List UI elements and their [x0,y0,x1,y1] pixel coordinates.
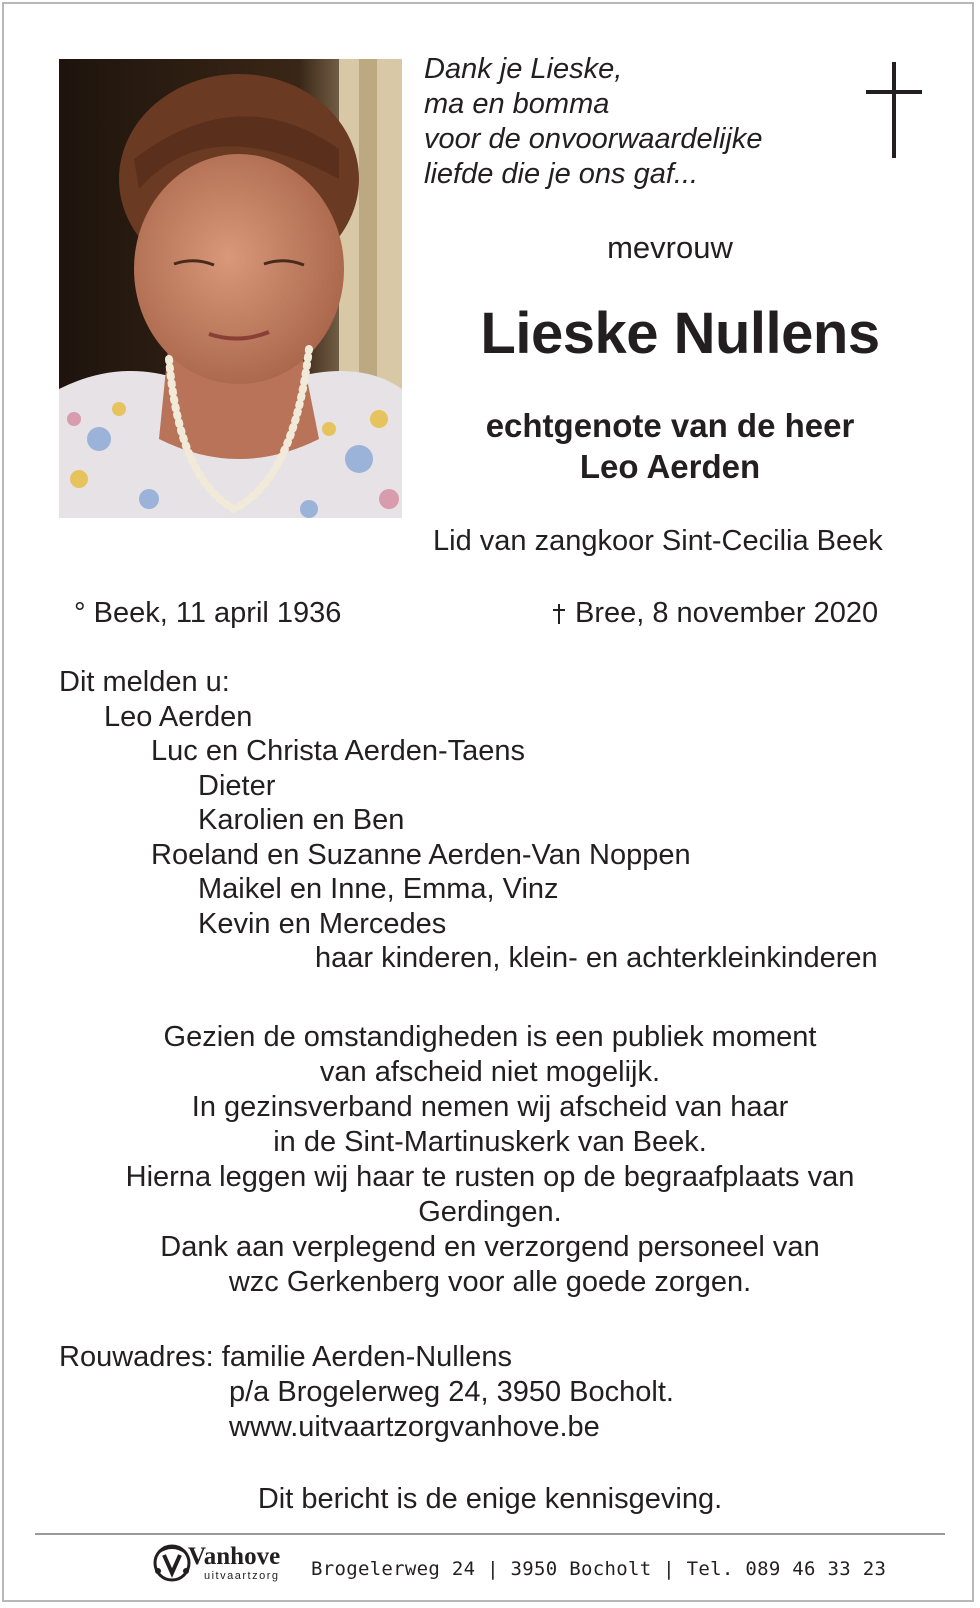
notice-text: Dit bericht is de enige kennisgeving. [257,1483,723,1515]
death-text: Bree, 8 november 2020 [575,597,879,629]
body-line: Hierna leggen wij haar te rusten op de begraafplaats van [125,1161,855,1193]
logo-name: Vanhove [188,1543,281,1570]
spouse-line: echtgenote van de heer [485,407,855,444]
poem-line: Dank je Lieske, [424,53,623,85]
body-line: in de Sint-Martinuskerk van Beek. [273,1126,707,1158]
mourning-address [59,1340,674,1445]
body-line: In gezinsverband nemen wij afscheid van haar [191,1091,789,1123]
spouse-name: Leo Aerden [579,448,761,485]
death-info [553,597,878,630]
family-line: Leo Aerden [104,701,253,733]
family-line: Luc en Christa Aerden-Taens [151,735,525,767]
family-line: Dieter [198,770,276,802]
family-line: Karolien en Ben [198,804,405,836]
body-line: wzc Gerkenberg voor alle goede zorgen. [228,1266,752,1298]
ceremony-text [60,1020,920,1300]
spouse-info [420,405,920,487]
logo-subtitle: uitvaartzorg [204,1570,280,1582]
address-line: p/a Brogelerweg 24, 3950 Bocholt. [229,1376,674,1408]
footer-divider [35,1533,945,1535]
vanhove-logo [150,1541,300,1585]
membership: Lid van zangkoor Sint-Cecilia Beek [433,525,883,557]
body-line: Dank aan verplegend en verzorgend personeel van [160,1231,820,1263]
cross-icon [866,62,922,158]
footer-contact: Brogelerweg 24 | 3950 Bocholt | Tel. 089 46 33 23 [311,1558,887,1580]
body-line: van afscheid niet mogelijk. [319,1056,661,1088]
body-line: Gerdingen. [418,1196,562,1228]
poem-line: voor de onvoorwaardelijke [424,123,763,155]
family-line: Maikel en Inne, Emma, Vinz [198,873,559,905]
family-line: Roeland en Suzanne Aerden-Van Noppen [151,839,691,871]
poem-line: ma en bomma [424,88,610,120]
birth-info: ° Beek, 11 april 1936 [74,597,342,629]
body-line: Gezien de omstandigheden is een publiek moment [163,1021,817,1053]
family-line: Kevin en Mercedes [198,908,447,940]
website-link[interactable]: www.uitvaartzorgvanhove.be [229,1411,600,1443]
announce-intro: Dit melden u: [59,666,230,698]
family-summary: haar kinderen, klein- en achterkleinkinderen [315,942,878,974]
poem [424,52,763,192]
deceased-name: Lieske Nullens [480,301,880,366]
portrait-photo [59,59,402,518]
address-line: Rouwadres: familie Aerden-Nullens [59,1341,512,1373]
poem-line: liefde die je ons gaf... [424,158,699,190]
dagger-icon [553,604,565,624]
title-prefix: mevrouw [607,230,733,265]
